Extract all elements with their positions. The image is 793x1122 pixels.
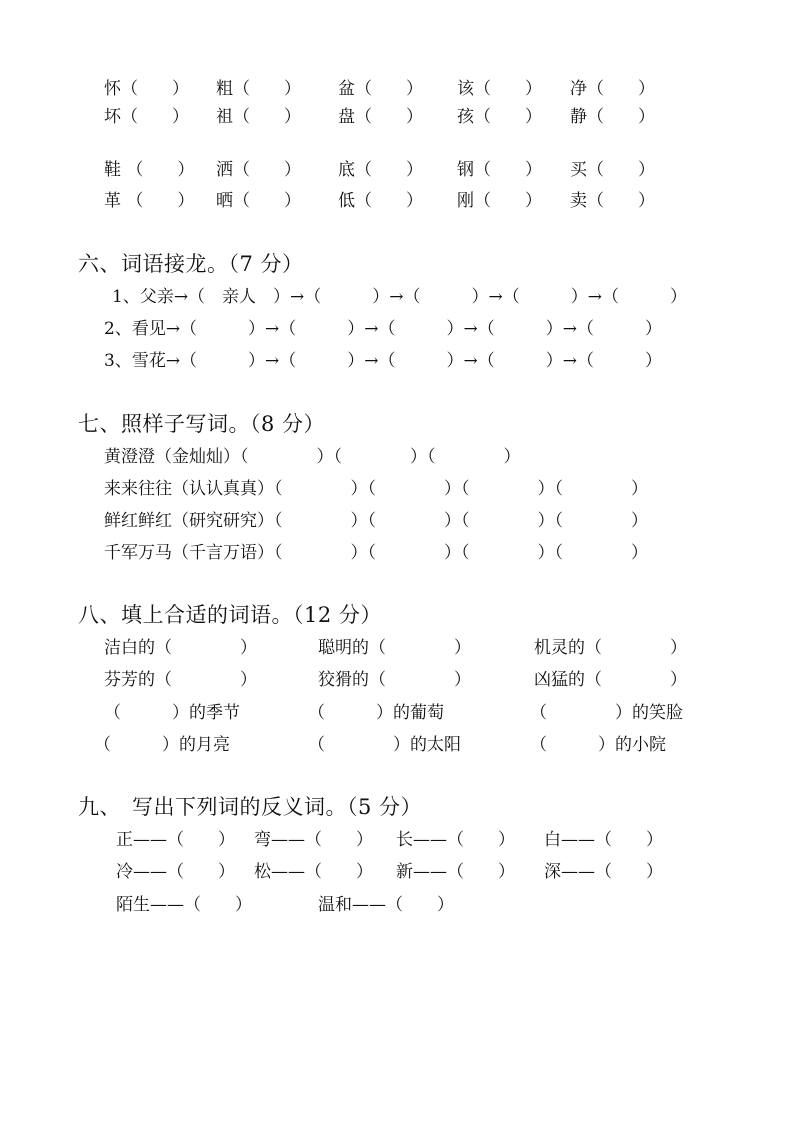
char-cell: 底（ ）	[338, 160, 423, 180]
exercise-line: 黄澄澄（金灿灿）（ ）（ ）（ ）	[104, 447, 521, 467]
char-cell: 低（ ）	[338, 191, 423, 211]
exercise-item: （ ）的月亮	[94, 735, 230, 755]
exercise-item: 温和——（ ）	[318, 895, 454, 915]
exercise-line: 鲜红鲜红（研究研究）（ ）（ ）（ ）（ ）	[104, 511, 648, 531]
char-cell: 买（ ）	[570, 160, 655, 180]
char-cell: 晒（ ）	[216, 191, 301, 211]
char-cell: 盆（ ）	[338, 79, 423, 99]
exercise-item: 深——（ ）	[544, 862, 663, 882]
section-title: 六、词语接龙。（7 分）	[78, 252, 304, 276]
char-cell: 盘（ ）	[338, 107, 423, 127]
exercise-item: （ ）的葡萄	[308, 703, 444, 723]
char-cell: 钢（ ）	[457, 160, 542, 180]
section-title: 九、 写出下列词的反义词。（5 分）	[78, 795, 423, 819]
exercise-item: 正——（ ）	[116, 830, 235, 850]
exercise-item: （ ）的季节	[104, 703, 240, 723]
char-cell: 怀（ ）	[104, 79, 189, 99]
char-cell: 该（ ）	[457, 79, 542, 99]
exercise-item: （ ）的笑脸	[530, 703, 683, 723]
exercise-item: 聪明的（ ）	[318, 638, 471, 658]
exercise-item: 凶猛的（ ）	[534, 670, 687, 690]
exercise-item: （ ）的太阳	[308, 735, 461, 755]
char-cell: 洒（ ）	[216, 160, 301, 180]
exercise-line: 3、雪花→（ ）→（ ）→（ ）→（ ）→（ ）	[104, 351, 663, 371]
exercise-item: 陌生——（ ）	[116, 895, 252, 915]
exercise-line: 千军万马（千言万语）（ ）（ ）（ ）（ ）	[104, 543, 648, 563]
char-cell: 卖（ ）	[570, 191, 655, 211]
exercise-item: 芬芳的（ ）	[104, 670, 257, 690]
exercise-line: 1、父亲→（ 亲人 ）→（ ）→（ ）→（ ）→（ ）	[112, 287, 688, 307]
char-cell: 鞋 （ ）	[104, 160, 195, 180]
char-cell: 净（ ）	[570, 79, 655, 99]
exercise-item: （ ）的小院	[530, 735, 666, 755]
section-title: 七、照样子写词。（8 分）	[78, 412, 326, 436]
char-cell: 革 （ ）	[104, 191, 195, 211]
char-cell: 坏（ ）	[104, 107, 189, 127]
exercise-line: 2、看见→（ ）→（ ）→（ ）→（ ）→（ ）	[104, 319, 663, 339]
char-cell: 粗（ ）	[216, 79, 301, 99]
exercise-item: 白——（ ）	[544, 830, 663, 850]
exercise-item: 洁白的（ ）	[104, 638, 257, 658]
exercise-item: 机灵的（ ）	[534, 638, 687, 658]
exercise-item: 弯——（ ）	[254, 830, 373, 850]
char-cell: 孩（ ）	[457, 107, 542, 127]
char-cell: 静（ ）	[570, 107, 655, 127]
exercise-item: 松——（ ）	[254, 862, 373, 882]
exercise-line: 来来往往（认认真真）（ ）（ ）（ ）（ ）	[104, 479, 648, 499]
exercise-item: 新——（ ）	[396, 862, 515, 882]
exercise-item: 狡猾的（ ）	[318, 670, 471, 690]
char-cell: 刚（ ）	[457, 191, 542, 211]
section-title: 八、填上合适的词语。（12 分）	[78, 603, 382, 627]
char-cell: 祖（ ）	[216, 107, 301, 127]
exercise-item: 冷——（ ）	[116, 862, 235, 882]
exercise-item: 长——（ ）	[396, 830, 515, 850]
